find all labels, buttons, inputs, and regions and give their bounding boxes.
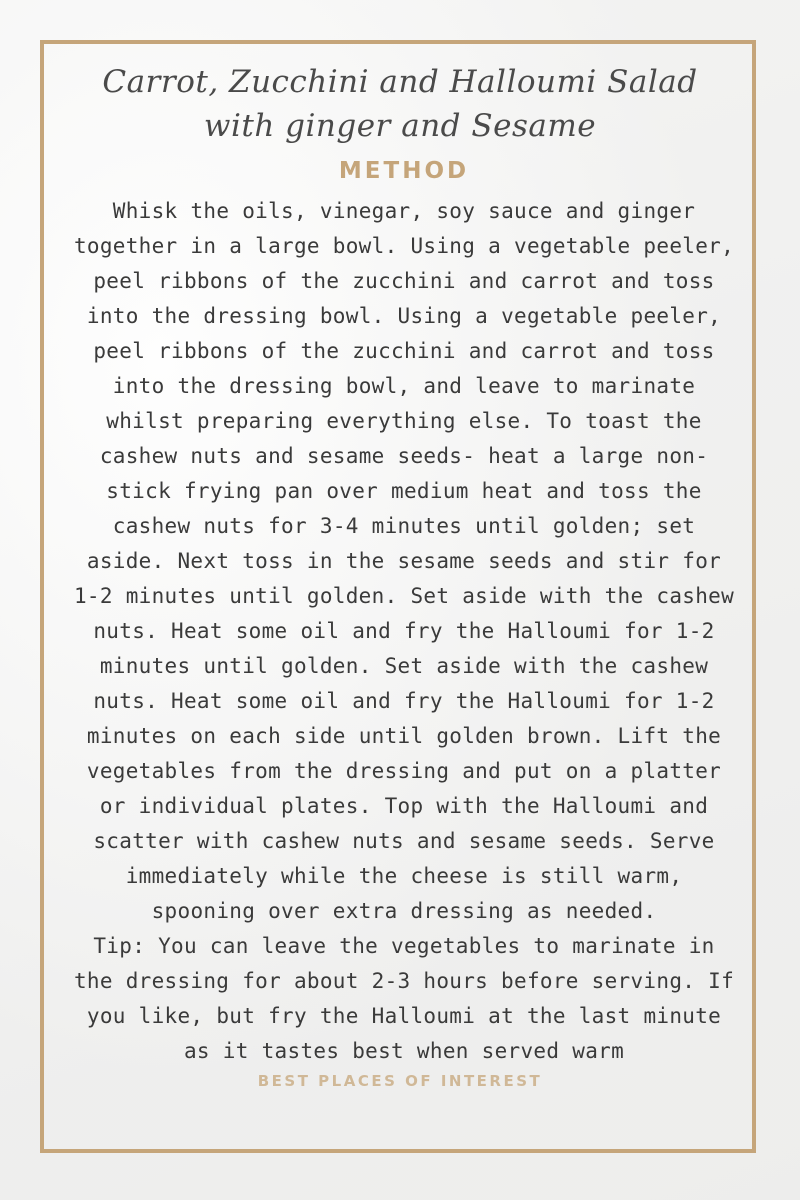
recipe-title [60,60,740,148]
recipe-title-line-2: with ginger and Sesame [203,108,597,144]
watermark-text: BEST PLACES OF INTEREST [257,1072,543,1090]
method-instructions: Whisk the oils, vinegar, soy sauce and ginger together in a large bowl. Using a vegetable peeler, peel ribbons of the zucchini and carrot and toss into the dressing bowl. Using a vegetable peeler, peel ribbons of the zucchini and carrot and toss into the dressing bowl, and leave to marinate whilst preparing everything else. To toast the cashew nuts and sesame seeds- heat a large non-stick frying pan over medium heat and toss the cashew nuts for 3-4 minutes until golden; set aside. Next toss in the sesame seeds and stir for 1-2 minutes until golden. Set aside with the cashew nuts. Heat some oil and fry the Halloumi for 1-2 minutes until golden. Set aside with the cashew nuts. Heat some oil and fry the Halloumi for 1-2 minutes on each side until golden brown. Lift the vegetables from the dressing and put on a platter or individual plates. Top with the Halloumi and scatter with cashew nuts and sesame seeds. Serve immediately while the cheese is still warm, spooning over extra dressing as needed. [73,199,735,923]
method-tip: Tip: You can leave the vegetables to marinate in the dressing for about 2-3 hours before serving. If you like, but fry the Halloumi at the last minute as it tastes best when served warm [73,934,735,1063]
method-body [70,194,738,1069]
method-heading: METHOD [338,158,470,184]
recipe-title-line-1: Carrot, Zucchini and Halloumi Salad [102,64,698,100]
